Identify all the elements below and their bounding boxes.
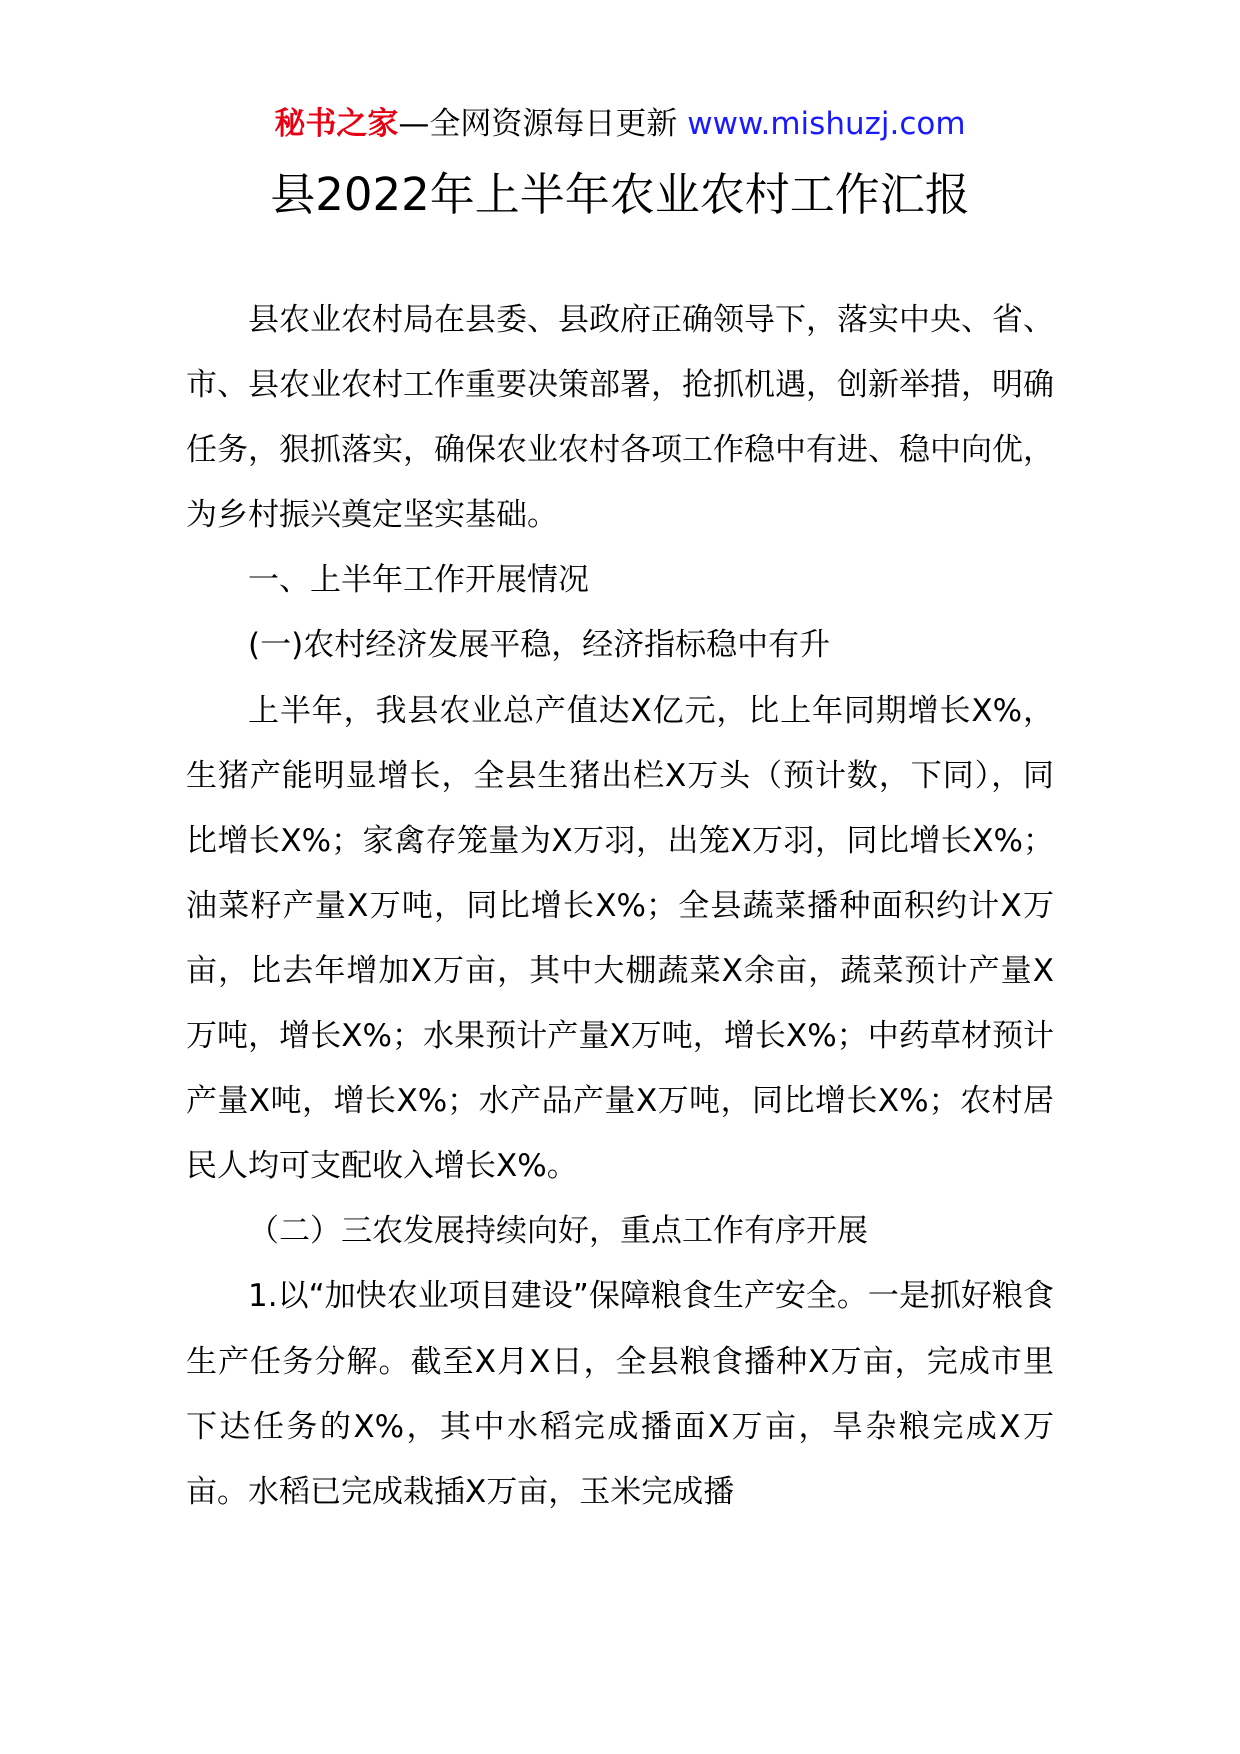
paragraph-grain-security: 1.以“加快农业项目建设”保障粮食生产安全。一是抓好粮食生产任务分解。截至X月X日，全县粮食播种X万亩，完成市里下达任务的X%，其中水稻完成播面X万亩，旱杂粮完成X万亩。水稻已完成栽插X万亩，玉米完成播 <box>186 1278 1054 1510</box>
site-banner <box>0 100 1240 148</box>
paragraph-economy: 上半年，我县农业总产值达X亿元，比上年同期增长X%，生猪产能明显增长，全县生猪出栏X万头（预计数，下同），同比增长X%；家禽存笼量为X万羽，出笼X万羽，同比增长X%；油菜籽产量X万吨，同比增长X%；全县蔬菜播种面积约计X万亩，比去年增加X万亩，其中大棚蔬菜X余亩，蔬菜预计产量X万吨，增长X%；水果预计产量X万吨，增长X%；中药草材预计产量X吨，增长X%；水产品产量X万吨，同比增长X%；农村居民人均可支配收入增长X%。 <box>186 692 1054 1185</box>
section-heading-1: 一、上半年工作开展情况 <box>248 562 589 599</box>
subsection-heading-2: （二）三农发展持续向好，重点工作有序开展 <box>248 1213 868 1250</box>
site-url-link[interactable]: www.mishuzj.com <box>687 106 966 142</box>
document-title: 县2022年上半年农业农村工作汇报 <box>270 168 970 221</box>
site-brand: 秘书之家 <box>274 106 399 142</box>
site-slogan: —全网资源每日更新 <box>398 106 688 142</box>
paragraph-intro: 县农业农村局在县委、县政府正确领导下，落实中央、省、市、县农业农村工作重要决策部署，抢抓机遇，创新举措，明确任务，狠抓落实，确保农业农村各项工作稳中有进、稳中向优，为乡村振兴奠定坚实基础。 <box>186 302 1054 534</box>
subsection-heading-1: (一)农村经济发展平稳，经济指标稳中有升 <box>248 627 831 664</box>
document-body <box>186 288 1054 1525</box>
